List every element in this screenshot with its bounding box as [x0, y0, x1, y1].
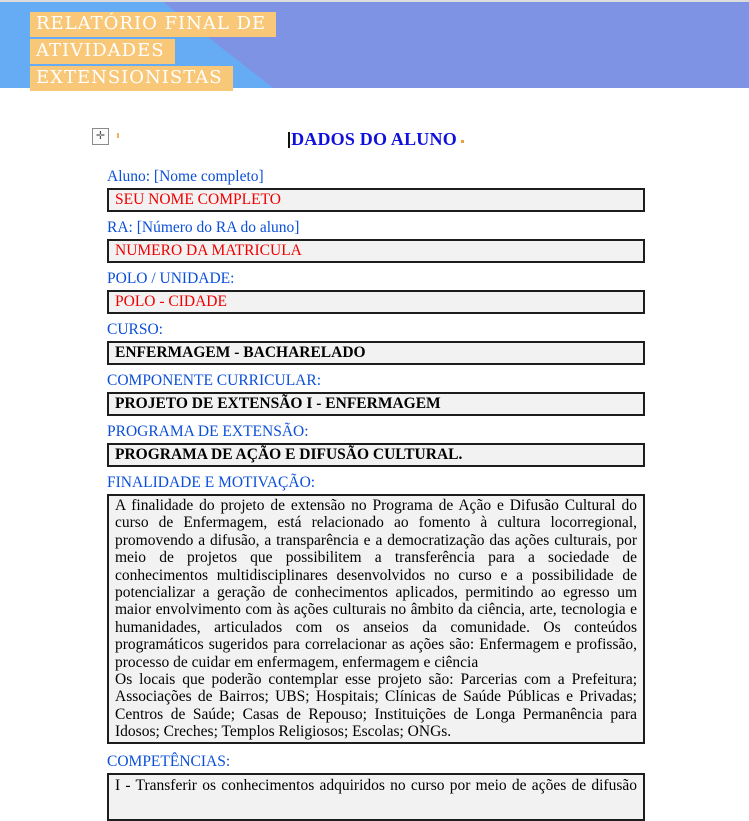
field-group-finalidade — [107, 475, 645, 744]
banner-title-text: EXTENSIONISTAS — [30, 66, 233, 91]
field-label: RA: [Número do RA do aluno] — [107, 219, 300, 236]
field-label: PROGRAMA DE EXTENSÃO: — [107, 423, 309, 440]
field-label: COMPONENTE CURRICULAR: — [107, 372, 322, 389]
banner-title-line1 — [30, 12, 276, 37]
competencias-text-box[interactable]: I - Transferir os conhecimentos adquiridos no curso por meio de ações de difusão — [107, 773, 645, 821]
field-value-curso[interactable]: ENFERMAGEM - BACHARELADO — [107, 341, 645, 365]
field-group-curso — [107, 322, 645, 365]
banner-title-text: ATIVIDADES — [30, 39, 175, 64]
banner-title-text: RELATÓRIO FINAL DE — [30, 12, 276, 37]
section-title: DADOS DO ALUNO — [291, 129, 457, 149]
section-title-row — [95, 129, 645, 149]
banner-title-line2 — [30, 39, 276, 64]
finalidade-paragraph-2: Os locais que poderão contemplar esse projeto são: Parcerias com a Prefeitura; Associações de Bairros; UBS; Hospitais; Clínicas de Saúde Públicas e Privadas; Centros de Saúde; Casas de Repouso; Instituições de Longa Permanência para Idosos; Creches; Templos Religiosos; Escolas; ONGs. — [115, 671, 637, 741]
field-value-ra[interactable]: NUMERO DA MATRICULA — [107, 239, 645, 263]
field-value-aluno[interactable]: SEU NOME COMPLETO — [107, 188, 645, 212]
field-label: POLO / UNIDADE: — [107, 270, 235, 287]
field-label: Aluno: [Nome completo] — [107, 168, 264, 185]
finalidade-text-box[interactable] — [107, 494, 645, 744]
field-group-programa — [107, 424, 645, 467]
field-value-polo[interactable]: POLO - CIDADE — [107, 290, 645, 314]
document-body — [0, 129, 749, 821]
field-label: FINALIDADE E MOTIVAÇÃO: — [107, 474, 316, 491]
finalidade-paragraph-1: A finalidade do projeto de extensão no Programa de Ação e Difusão Cultural do curso de Enfermagem, está relacionado ao fomento à cultura locorregional, promovendo a difusão, a transparência e a democratização das ações culturais, por meio de projetos que possibilitem a transferência para a sociedade de conhecimentos multidisciplinares desenvolvidos no curso e a possibilidade de potencializar a geração de conhecimentos aplicados, permitindo ao egresso um maior envolvimento com às ações culturais no âmbito da ciência, arte, tecnologia e humanidades, articulados com os anseios da comunidade. Os conteúdos programáticos sugeridos para correlacionar as ações são: Enfermagem e profissão, processo de cuidar em enfermagem, enfermagem e ciência — [115, 497, 637, 671]
field-group-aluno — [107, 169, 645, 212]
field-group-competencias — [107, 754, 645, 821]
field-label: COMPETÊNCIAS: — [107, 752, 231, 770]
text-cursor — [288, 132, 290, 148]
field-value-componente[interactable]: PROJETO DE EXTENSÃO I - ENFERMAGEM — [107, 392, 645, 416]
header-banner — [0, 2, 749, 88]
field-group-componente — [107, 373, 645, 416]
hidden-char-mark — [461, 140, 464, 143]
table-move-handle-icon[interactable]: ✛ — [92, 128, 109, 145]
student-data-form — [107, 169, 645, 821]
field-value-programa[interactable]: PROGRAMA DE AÇÃO E DIFUSÃO CULTURAL. — [107, 443, 645, 467]
revision-mark — [117, 133, 119, 138]
field-group-polo — [107, 271, 645, 314]
field-label: CURSO: — [107, 321, 163, 338]
field-group-ra — [107, 220, 645, 263]
banner-title — [30, 12, 276, 93]
banner-title-line3 — [30, 66, 276, 91]
